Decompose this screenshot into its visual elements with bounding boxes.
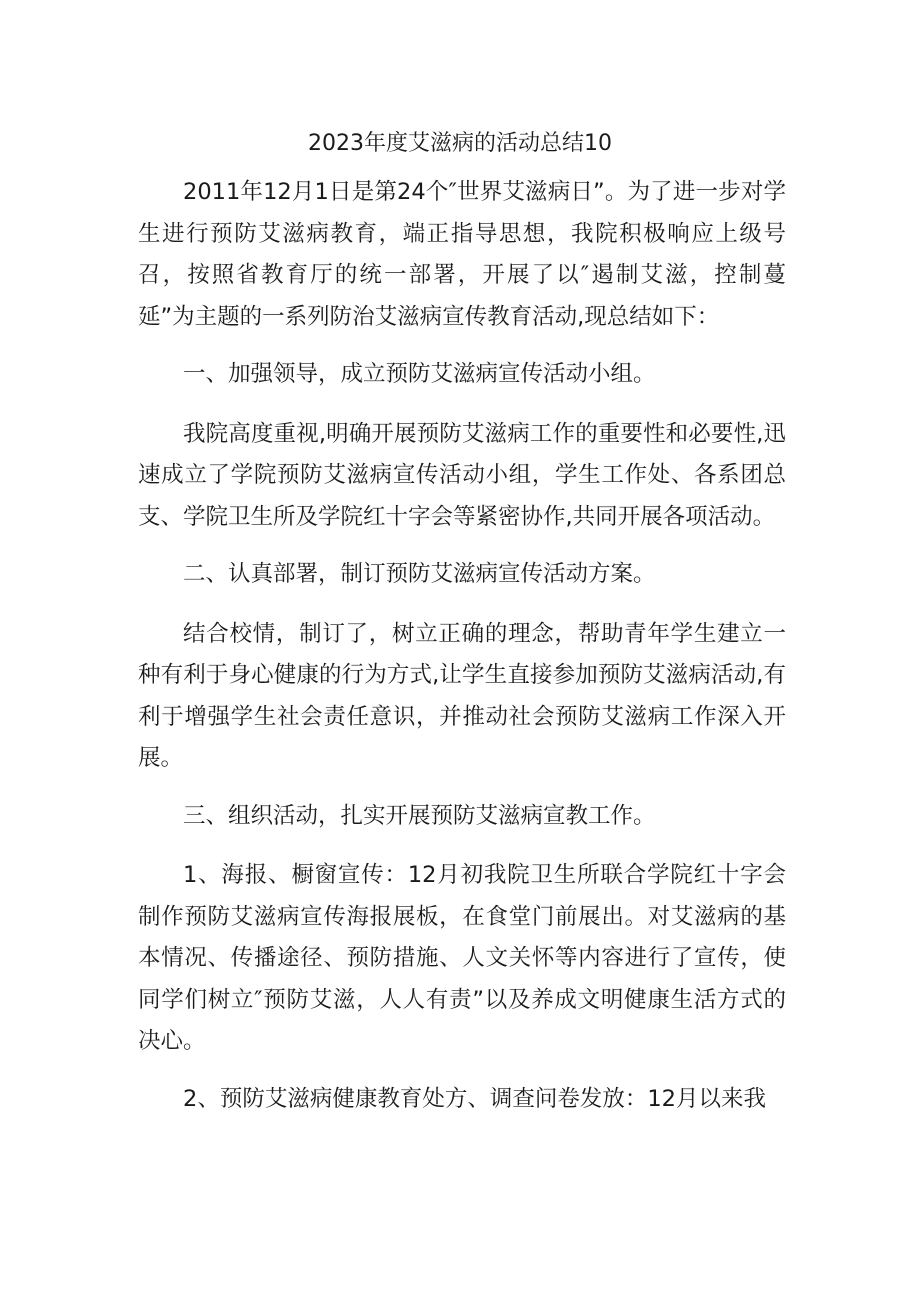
section-heading-1: 一、加强领导，成立预防艾滋病宣传活动小组。 xyxy=(183,361,656,387)
intro-paragraph: 2011年12月1日是第24个″世界艾滋病日”。为了进一步对学生进行预防艾滋病教育，端正指导思想，我院积极响应上级号召，按照省教育厅的统一部署，开展了以″遏制艾滋，控制蔓延”为主题的一系列防治艾滋病宣传教育活动,现总结如下： xyxy=(138,179,786,330)
document-title: 2023年度艾滋病的活动总结10 xyxy=(308,131,612,156)
section-heading-3: 三、组织活动，扎实开展预防艾滋病宣教工作。 xyxy=(183,802,656,829)
document-body xyxy=(138,172,786,1136)
section-2-paragraph: 结合校情，制订了，树立正确的理念，帮助青年学生建立一种有利于身心健康的行为方式,让学生直接参加预防艾滋病活动,有利于增强学生社会责任意识，并推动社会预防艾滋病工作深入开展。 xyxy=(138,620,786,771)
section-3-item-1: 1、海报、橱窗宣传：12月初我院卫生所联合学院红十字会制作预防艾滋病宣传海报展板，在食堂门前展出。对艾滋病的基本情况、传播途径、预防措施、人文关怀等内容进行了宣传，使同学们树立″预防艾滋，人人有责”以及养成文明健康生活方式的决心。 xyxy=(138,862,786,1054)
section-1-paragraph: 我院高度重视,明确开展预防艾滋病工作的重要性和必要性,迅速成立了学院预防艾滋病宣传活动小组，学生工作处、各系团总支、学院卫生所及学院红十字会等紧密协作,共同开展各项活动。 xyxy=(138,420,786,530)
section-heading-2: 二、认真部署，制订预防艾滋病宣传活动方案。 xyxy=(183,561,656,587)
section-3-item-2: 2、预防艾滋病健康教育处方、调查问卷发放：12月以来我 xyxy=(183,1085,766,1112)
